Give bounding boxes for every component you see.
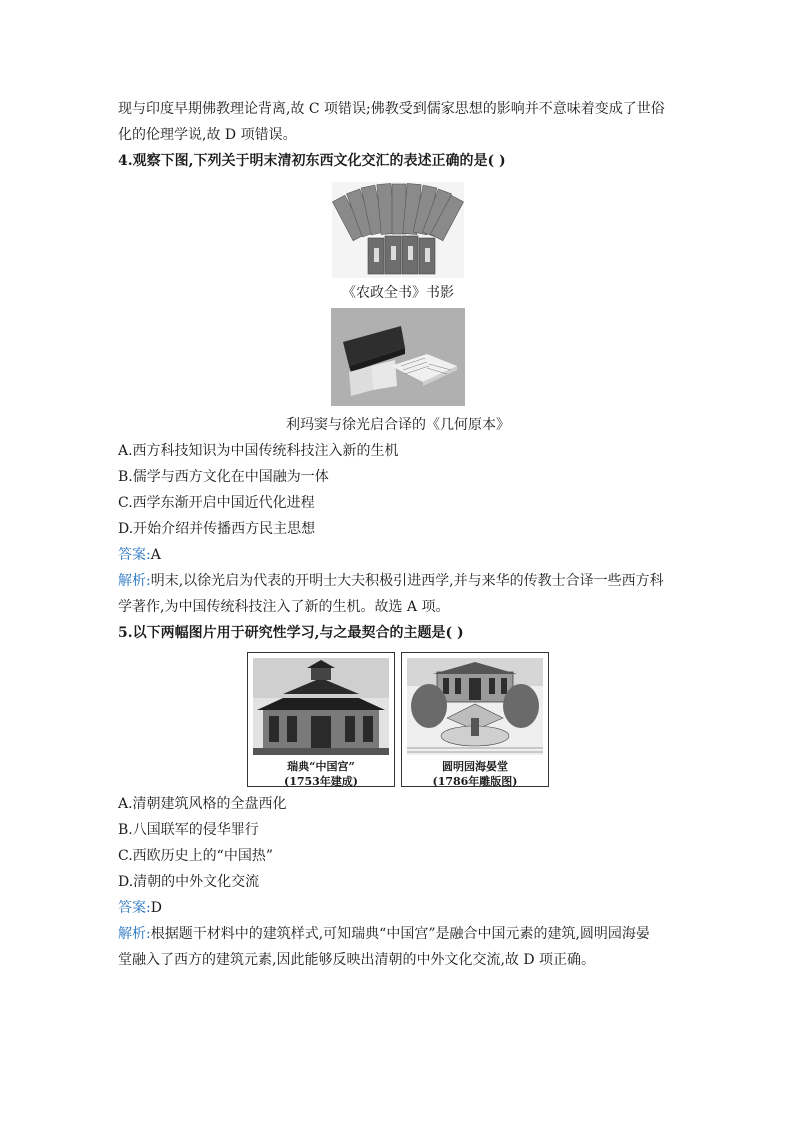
- question-4-analysis-line-2: 学著作,为中国传统科技注入了新的生机。故选 A 项。: [118, 599, 450, 615]
- nongzheng-quanshu-photo: [332, 182, 464, 278]
- question-4-analysis-line-1: [118, 568, 678, 594]
- analysis-text: 明末,以徐光启为代表的开明士大夫积极引进西学,并与来华的传教士合译一些西方科: [150, 573, 664, 589]
- chinese-pavilion-note: (1753年建成): [283, 775, 359, 788]
- answer-label: 答案:: [118, 547, 151, 563]
- image-card-haiyantang: [401, 652, 549, 787]
- question-4-option-a: A.西方科技知识为中国传统科技注入新的生机: [118, 443, 399, 459]
- analysis-label: 解析:: [118, 926, 151, 942]
- analysis-label: 解析:: [118, 573, 151, 589]
- haiyantang-note: (1786年雕版图): [432, 775, 518, 788]
- document-page: [118, 96, 678, 973]
- question-5-option-b: B.八国联军的侵华罪行: [118, 822, 259, 838]
- answer-value: A: [150, 547, 161, 563]
- intro-line-2: 化的伦理学说,故 D 项错误。: [118, 127, 297, 143]
- haiyantang-title: 圆明园海晏堂: [442, 760, 508, 773]
- image-card-chinese-pavilion: [247, 652, 395, 787]
- nongzheng-quanshu-image: [118, 182, 678, 278]
- chinese-pavilion-title: 瑞典“中国宫”: [287, 760, 355, 773]
- question-4-stem: 4.观察下图,下列关于明末清初东西文化交汇的表述正确的是( ): [118, 153, 506, 169]
- jihe-yuanben-image: [118, 308, 678, 406]
- question-4-option-d: D.开始介绍并传播西方民主思想: [118, 521, 316, 537]
- chinese-pavilion-photo: [253, 658, 389, 755]
- intro-line-1: 现与印度早期佛教理论背离,故 C 项错误;佛教受到儒家思想的影响并不意味着变成了世俗: [118, 101, 665, 117]
- analysis-text: 根据题干材料中的建筑样式,可知瑞典“中国宫”是融合中国元素的建筑,圆明园海晏: [150, 926, 650, 942]
- question-5-images: [118, 652, 678, 787]
- image-caption-jihe: 利玛窦与徐光启合译的《几何原本》: [286, 417, 510, 433]
- question-4-option-b: B.儒学与西方文化在中国融为一体: [118, 469, 329, 485]
- question-5-answer: [118, 895, 678, 921]
- question-5-analysis-line-1: [118, 921, 678, 947]
- question-5-option-d: D.清朝的中外文化交流: [118, 874, 260, 890]
- haiyantang-engraving: [407, 658, 543, 755]
- question-5-analysis-line-2: 堂融入了西方的建筑元素,因此能够反映出清朝的中外文化交流,故 D 项正确。: [118, 952, 596, 968]
- question-4-option-c: C.西学东渐开启中国近代化进程: [118, 495, 315, 511]
- question-4-answer: [118, 542, 678, 568]
- question-5-option-a: A.清朝建筑风格的全盘西化: [118, 796, 287, 812]
- question-5-option-c: C.西欧历史上的“中国热”: [118, 848, 273, 864]
- jihe-yuanben-photo: [331, 308, 465, 406]
- question-5-stem: 5.以下两幅图片用于研究性学习,与之最契合的主题是( ): [118, 625, 464, 641]
- answer-label: 答案:: [118, 900, 151, 916]
- answer-value: D: [150, 900, 162, 916]
- image-caption-nongzheng: 《农政全书》书影: [342, 285, 454, 301]
